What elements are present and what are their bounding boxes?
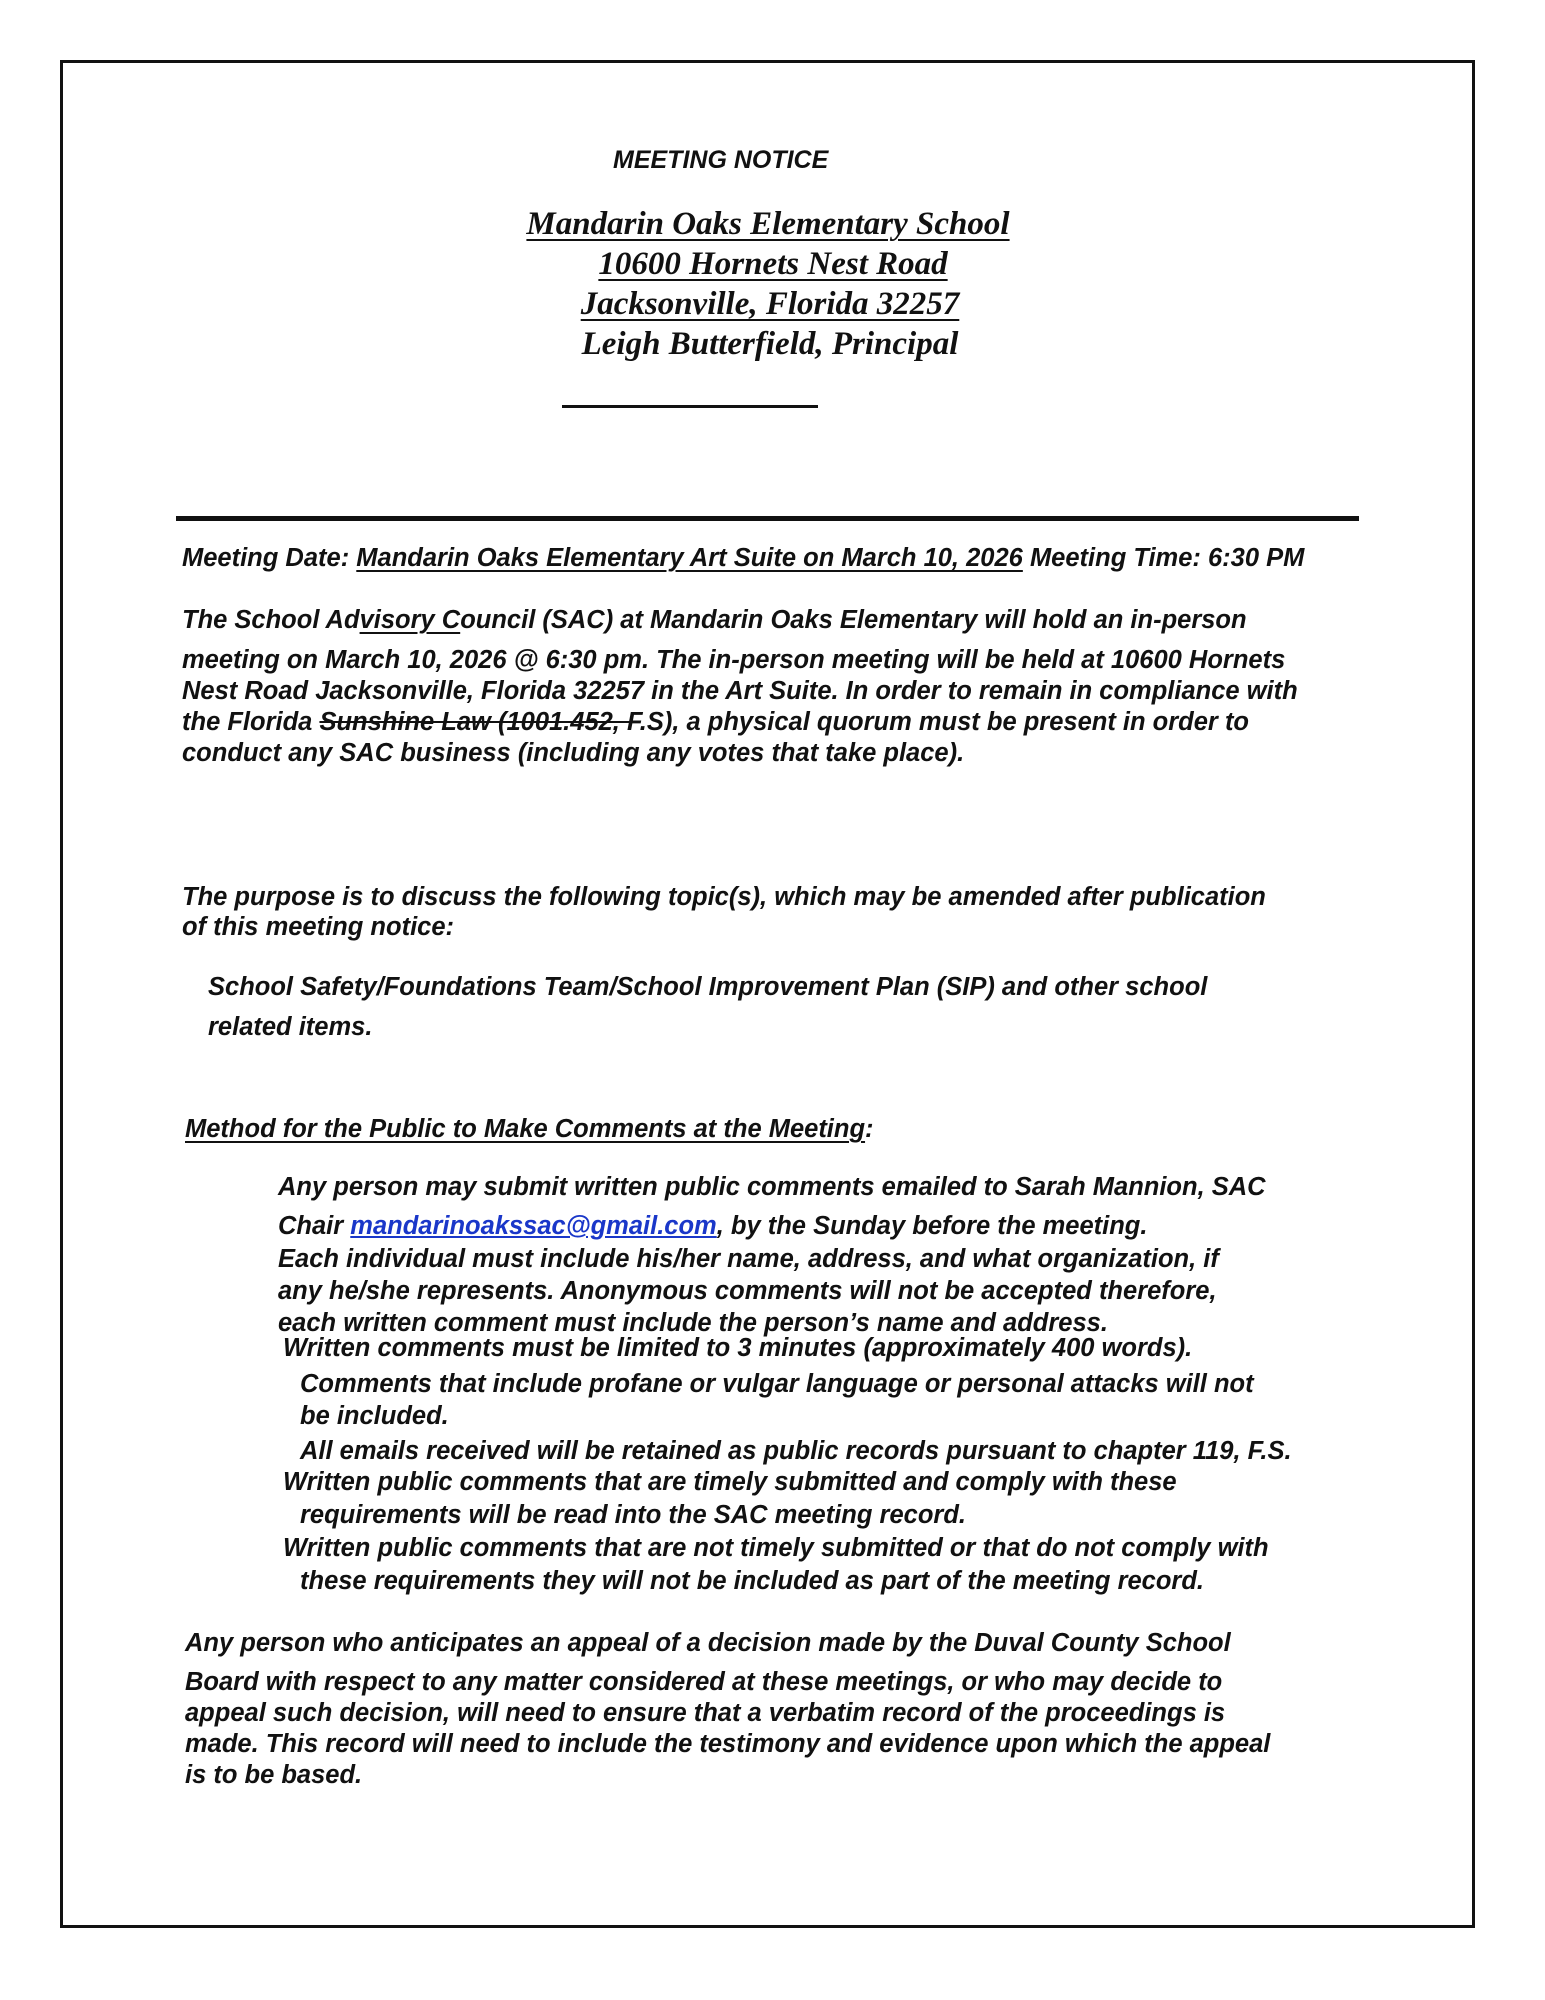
meeting-date-value: Mandarin Oaks Elementary Art Suite on March 10, 2026 [356,544,1023,572]
signature-line [562,405,818,408]
comment-line-12: Written public comments that are not timely submitted or that do not comply with [283,1534,1269,1562]
school-principal: Leigh Butterfield, Principal [581,326,959,362]
notice-title: MEETING NOTICE [613,146,829,174]
meeting-time: Meeting Time: 6:30 PM [1029,544,1305,572]
comment-line-4: any he/she represents. Anonymous comments will not be accepted therefore, [278,1277,1217,1305]
comment-line-9: All emails received will be retained as public records pursuant to chapter 119, F.S. [300,1437,1292,1465]
intro-line-2: meeting on March 10, 2026 @ 6:30 pm. The in-person meeting will be held at 10600 Hornets [182,646,1286,674]
comment-line-5: each written comment must include the person’s name and address. [278,1309,1108,1337]
comment-line-1: Any person may submit written public comments emailed to Sarah Mannion, SAC [278,1173,1266,1201]
sac-email-link[interactable]: mandarinoakssac@gmail.com [350,1212,717,1240]
topic-line-2: related items. [208,1013,373,1041]
purpose-line-1: The purpose is to discuss the following topic(s), which may be amended after publication [182,883,1266,911]
comment-line-11: requirements will be read into the SAC meeting record. [300,1501,966,1529]
header-divider [176,516,1359,521]
comment-line-2: Chair mandarinoakssac@gmail.com, by the Sunday before the meeting. [278,1212,1148,1240]
struck-text: Sunshine Law (1001.452, F [319,708,640,736]
intro-line-3: Nest Road Jacksonville, Florida 32257 in the Art Suite. In order to remain in compliance with [182,677,1298,705]
comment-line-13: these requirements they will not be included as part of the meeting record. [300,1567,1205,1595]
intro-line-1: The School Advisory Council (SAC) at Mandarin Oaks Elementary will hold an in-person [182,606,1247,634]
appeal-line-3: appeal such decision, will need to ensure that a verbatim record of the proceedings is [185,1699,1226,1727]
topic-line-1: School Safety/Foundations Team/School Improvement Plan (SIP) and other school [208,973,1208,1001]
comment-line-8: be included. [300,1402,449,1430]
purpose-line-2: of this meeting notice: [182,913,455,941]
meeting-date-label: Meeting Date: [182,544,350,572]
school-city: Jacksonville, Florida 32257 [580,286,960,322]
school-street: 10600 Hornets Nest Road [598,246,948,282]
comment-line-3: Each individual must include his/her name, address, and what organization, if [278,1245,1219,1273]
school-name: Mandarin Oaks Elementary School [526,206,1010,242]
comment-line-10: Written public comments that are timely submitted and comply with these [283,1468,1177,1496]
intro-line-5: conduct any SAC business (including any votes that take place). [182,739,965,767]
appeal-line-2: Board with respect to any matter considered at these meetings, or who may decide to [185,1668,1223,1696]
intro-line-4: the Florida Sunshine Law (1001.452, F.S), a physical quorum must be present in order to [182,708,1250,736]
comment-line-6: Written comments must be limited to 3 minutes (approximately 400 words). [283,1334,1193,1362]
comments-heading: Method for the Public to Make Comments at the Meeting: [185,1115,874,1143]
meeting-date-line [182,543,1304,574]
appeal-line-4: made. This record will need to include the testimony and evidence upon which the appeal [185,1730,1271,1758]
appeal-line-5: is to be based. [185,1761,363,1789]
appeal-line-1: Any person who anticipates an appeal of a decision made by the Duval County School [185,1629,1231,1657]
comment-line-7: Comments that include profane or vulgar language or personal attacks will not [300,1370,1254,1398]
